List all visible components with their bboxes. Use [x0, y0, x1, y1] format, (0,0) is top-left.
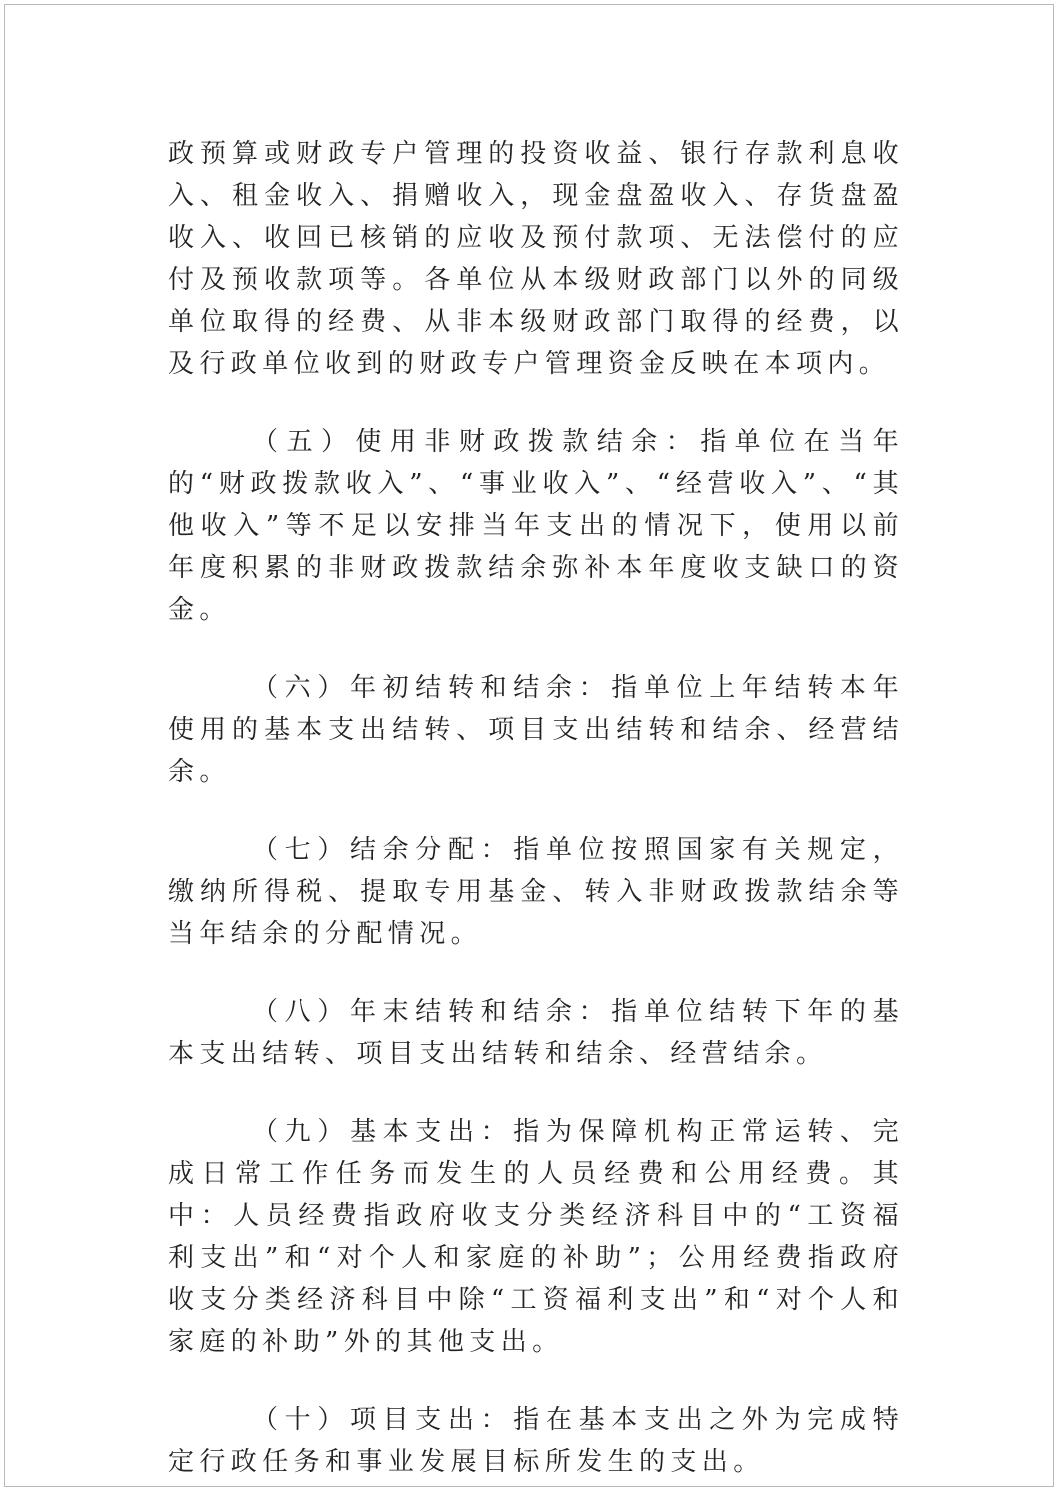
paragraph-item-10: （十）项目支出：指在基本支出之外为完成特定行政任务和事业发展目标所发生的支出。 [168, 1405, 904, 1477]
document-page [4, 4, 1054, 1487]
paragraph-item-9: （九）基本支出：指为保障机构正常运转、完成日常工作任务而发生的人员经费和公用经费。其中：人员经费指政府收支分类经济科目中的“工资福利支出”和“对个人和家庭的补助”；公用经费指政府收支分类经济科目中除“工资福利支出”和“对个人和家庭的补助”外的其他支出。 [168, 1117, 904, 1357]
paragraph-continuation: 政预算或财政专户管理的投资收益、银行存款利息收入、租金收入、捐赠收入，现金盘盈收入、存货盘盈收入、收回已核销的应收及预付款项、无法偿付的应付及预收款项等。各单位从本级财政部门以外的同级单位取得的经费、从非本级财政部门取得的经费，以及行政单位收到的财政专户管理资金反映在本项内。 [168, 139, 904, 379]
paragraph-item-6: （六）年初结转和结余：指单位上年结转本年使用的基本支出结转、项目支出结转和结余、经营结余。 [168, 673, 904, 787]
document-body [168, 133, 904, 1483]
paragraph-item-7: （七）结余分配：指单位按照国家有关规定，缴纳所得税、提取专用基金、转入非财政拨款结余等当年结余的分配情况。 [168, 835, 904, 949]
paragraph-item-5: （五）使用非财政拨款结余：指单位在当年的“财政拨款收入”、“事业收入”、“经营收入”、“其他收入”等不足以安排当年支出的情况下，使用以前年度积累的非财政拨款结余弥补本年度收支缺口的资金。 [168, 427, 904, 625]
paragraph-item-8: （八）年末结转和结余：指单位结转下年的基本支出结转、项目支出结转和结余、经营结余。 [168, 997, 904, 1069]
